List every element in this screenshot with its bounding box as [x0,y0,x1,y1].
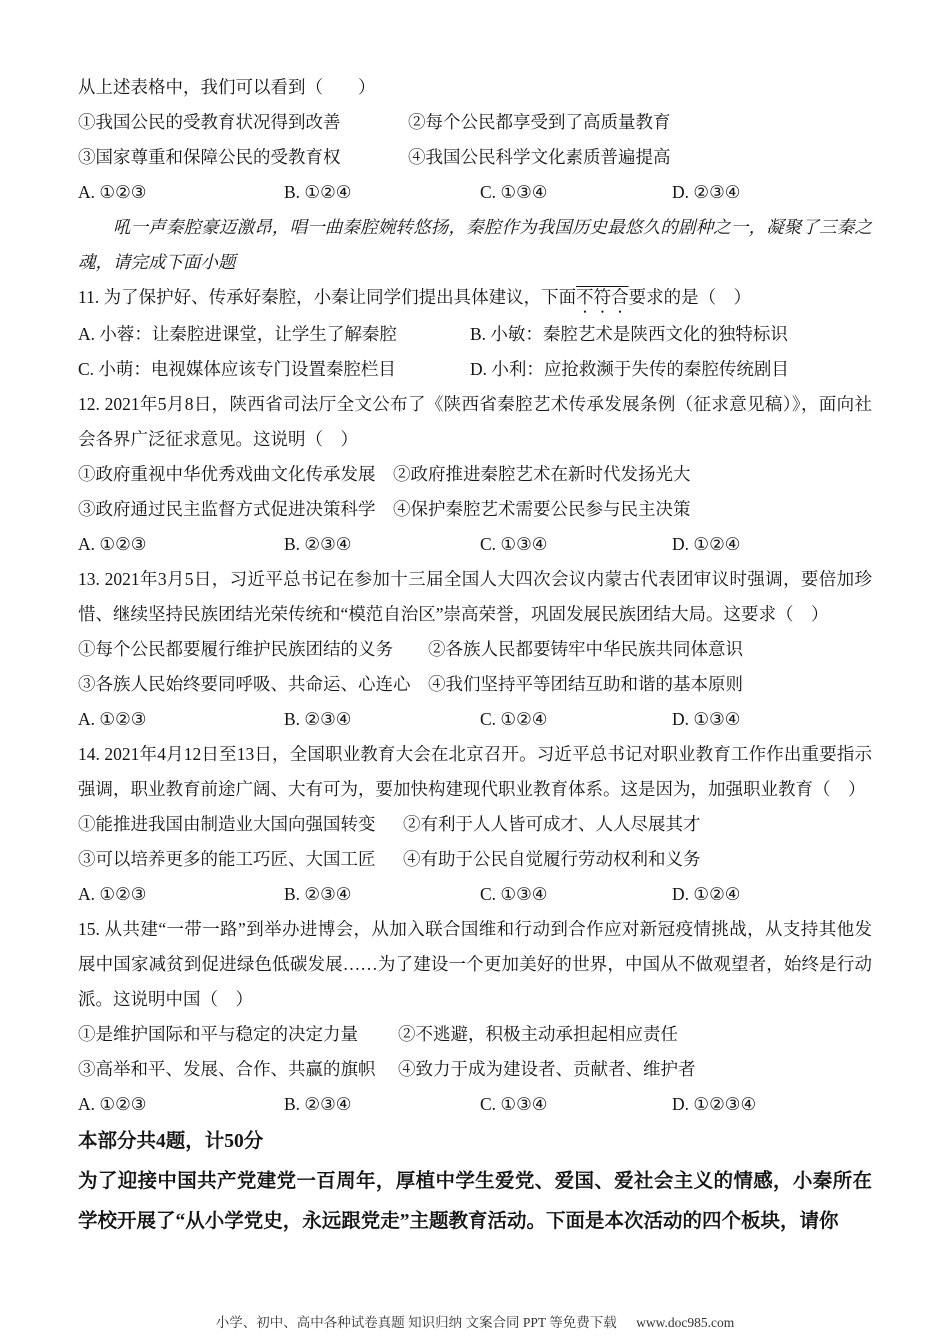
q13-option-4: ④我们坚持平等团结互助和谐的基本原则 [428,674,743,694]
q14-answer-c: C. ①③④ [480,884,548,904]
q14-answer-row [78,877,872,912]
q10-answer-a: A. ①②③ [78,182,147,202]
q12-answer-b: B. ②③④ [284,534,352,554]
q14-answer-a: A. ①②③ [78,884,147,904]
q10-option-2: ②每个公民都享受到了高质量教育 [408,112,671,132]
q14-option-row-2 [78,842,872,877]
q11-stem-pre: 11. 为了保护好、传承好秦腔，小秦让同学们提出具体建议，下面 [78,287,577,307]
q15-stem: 15. 从共建“一带一路”到举办进博会，从加入联合国维和行动到合作应对新冠疫情挑战，从支持其他发展中国家减贫到促进绿色低碳发展……为了建设一个更加美好的世界，中国从不做观望者，始终是行动派。这说明中国（ ） [78,919,872,1009]
q15-option-2: ②不逃避，积极主动承担起相应责任 [398,1024,678,1044]
q14-option-row-1 [78,807,872,842]
scenario-intro: 吼一声秦腔豪迈激昂，唱一曲秦腔婉转悠扬，秦腔作为我国历史最悠久的剧种之一，凝聚了三秦之魂，请完成下面小题 [78,217,872,272]
q11-option-d: D. 小利：应抢救濒于失传的秦腔传统剧目 [470,359,789,379]
q15-option-4: ④致力于成为建设者、贡献者、维护者 [398,1059,696,1079]
q13-option-3: ③各族人民始终要同呼吸、共命运、心连心 [78,674,411,694]
q11-stem-post: 要求的是（ ） [628,287,752,307]
q13-answer-c: C. ①②④ [480,709,548,729]
q13-option-1: ①每个公民都要履行维护民族团结的义务 [78,639,393,659]
q10-option-row-1 [78,105,872,140]
q11-option-b: B. 小敏：秦腔艺术是陕西文化的独特标识 [470,324,788,344]
q15-option-row-2 [78,1052,872,1087]
q10-option-3: ③国家尊重和保障公民的受教育权 [78,147,341,167]
q15-answer-row [78,1087,872,1122]
q12-answer-c: C. ①③④ [480,534,548,554]
q12-option-1: ①政府重视中华优秀戏曲文化传承发展 [78,464,376,484]
q14-option-3: ③可以培养更多的能工巧匠、大国工匠 [78,849,376,869]
q11-option-row-2 [78,352,872,387]
q14-option-4: ④有助于公民自觉履行劳动权利和义务 [403,849,701,869]
q10-answer-row [78,175,872,210]
q14-option-2: ②有利于人人皆可成才、人人尽展其才 [403,814,701,834]
page-footer [0,1311,950,1331]
q10-option-1: ①我国公民的受教育状况得到改善 [78,112,341,132]
q10-option-4: ④我国公民科学文化素质普遍提高 [408,147,671,167]
q12-option-row-1 [78,457,872,492]
q11-stem-emphasis: 不符合 [576,287,629,307]
q14-answer-b: B. ②③④ [284,884,352,904]
section-intro: 为了迎接中国共产党建党一百周年，厚植中学生爱党、爱国、爱社会主义的情感，小秦所在学校开展了“从小学党史，永远跟党走”主题教育活动。下面是本次活动的四个板块，请你 [78,1171,872,1232]
q15-option-row-1 [78,1017,872,1052]
q11-option-a: A. 小蓉：让秦腔进课堂，让学生了解秦腔 [78,324,397,344]
q13-stem: 13. 2021年3月5日，习近平总书记在参加十三届全国人大四次会议内蒙古代表团审议时强调，要倍加珍惜、继续坚持民族团结光荣传统和“模范自治区”崇高荣誉，巩固发展民族团结大局。这要求（ ） [78,569,872,624]
q15-answer-c: C. ①③④ [480,1094,548,1114]
q15-option-1: ①是维护国际和平与稳定的决定力量 [78,1024,358,1044]
q11-option-row-1 [78,317,872,352]
q12-answer-d: D. ①②④ [672,534,741,554]
q13-option-row-1 [78,632,872,667]
q13-answer-b: B. ②③④ [284,709,352,729]
q15-answer-d: D. ①②③④ [672,1094,757,1114]
q12-answer-a: A. ①②③ [78,534,147,554]
footer-text: 小学、初中、高中各种试卷真题 知识归纳 文案合同 PPT 等免费下载 [215,1315,617,1330]
q15-answer-a: A. ①②③ [78,1094,147,1114]
q10-stem: 从上述表格中，我们可以看到（ ） [78,77,376,97]
q12-option-row-2 [78,492,872,527]
q12-option-4: ④保护秦腔艺术需要公民参与民主决策 [393,499,691,519]
q11-stem [78,280,872,317]
q13-answer-a: A. ①②③ [78,709,147,729]
q12-answer-row [78,527,872,562]
q14-answer-d: D. ①②④ [672,884,741,904]
q10-option-row-2 [78,140,872,175]
section-header: 本部分共4题，计50分 [78,1131,264,1152]
q10-answer-b: B. ①②④ [284,182,352,202]
footer-site-url: www.doc985.com [636,1315,735,1330]
q12-option-2: ②政府推进秦腔艺术在新时代发扬光大 [393,464,691,484]
q14-stem: 14. 2021年4月12日至13日，全国职业教育大会在北京召开。习近平总书记对职业教育工作作出重要指示强调，职业教育前途广阔、大有可为，要加快构建现代职业教育体系。这是因为，加强职业教育（ ） [78,744,872,799]
page-content [78,70,872,1242]
q11-option-c: C. 小萌：电视媒体应该专门设置秦腔栏目 [78,359,396,379]
q12-option-3: ③政府通过民主监督方式促进决策科学 [78,499,376,519]
q13-option-2: ②各族人民都要铸牢中华民族共同体意识 [428,639,743,659]
q12-stem: 12. 2021年5月8日，陕西省司法厅全文公布了《陕西省秦腔艺术传承发展条例（征求意见稿）》，面向社会各界广泛征求意见。这说明（ ） [78,394,872,449]
q10-answer-d: D. ②③④ [672,182,741,202]
q15-answer-b: B. ②③④ [284,1094,352,1114]
q10-answer-c: C. ①③④ [480,182,548,202]
q13-answer-row [78,702,872,737]
q15-option-3: ③高举和平、发展、合作、共赢的旗帜 [78,1059,376,1079]
q13-answer-d: D. ①③④ [672,709,741,729]
q13-option-row-2 [78,667,872,702]
q14-option-1: ①能推进我国由制造业大国向强国转变 [78,814,376,834]
